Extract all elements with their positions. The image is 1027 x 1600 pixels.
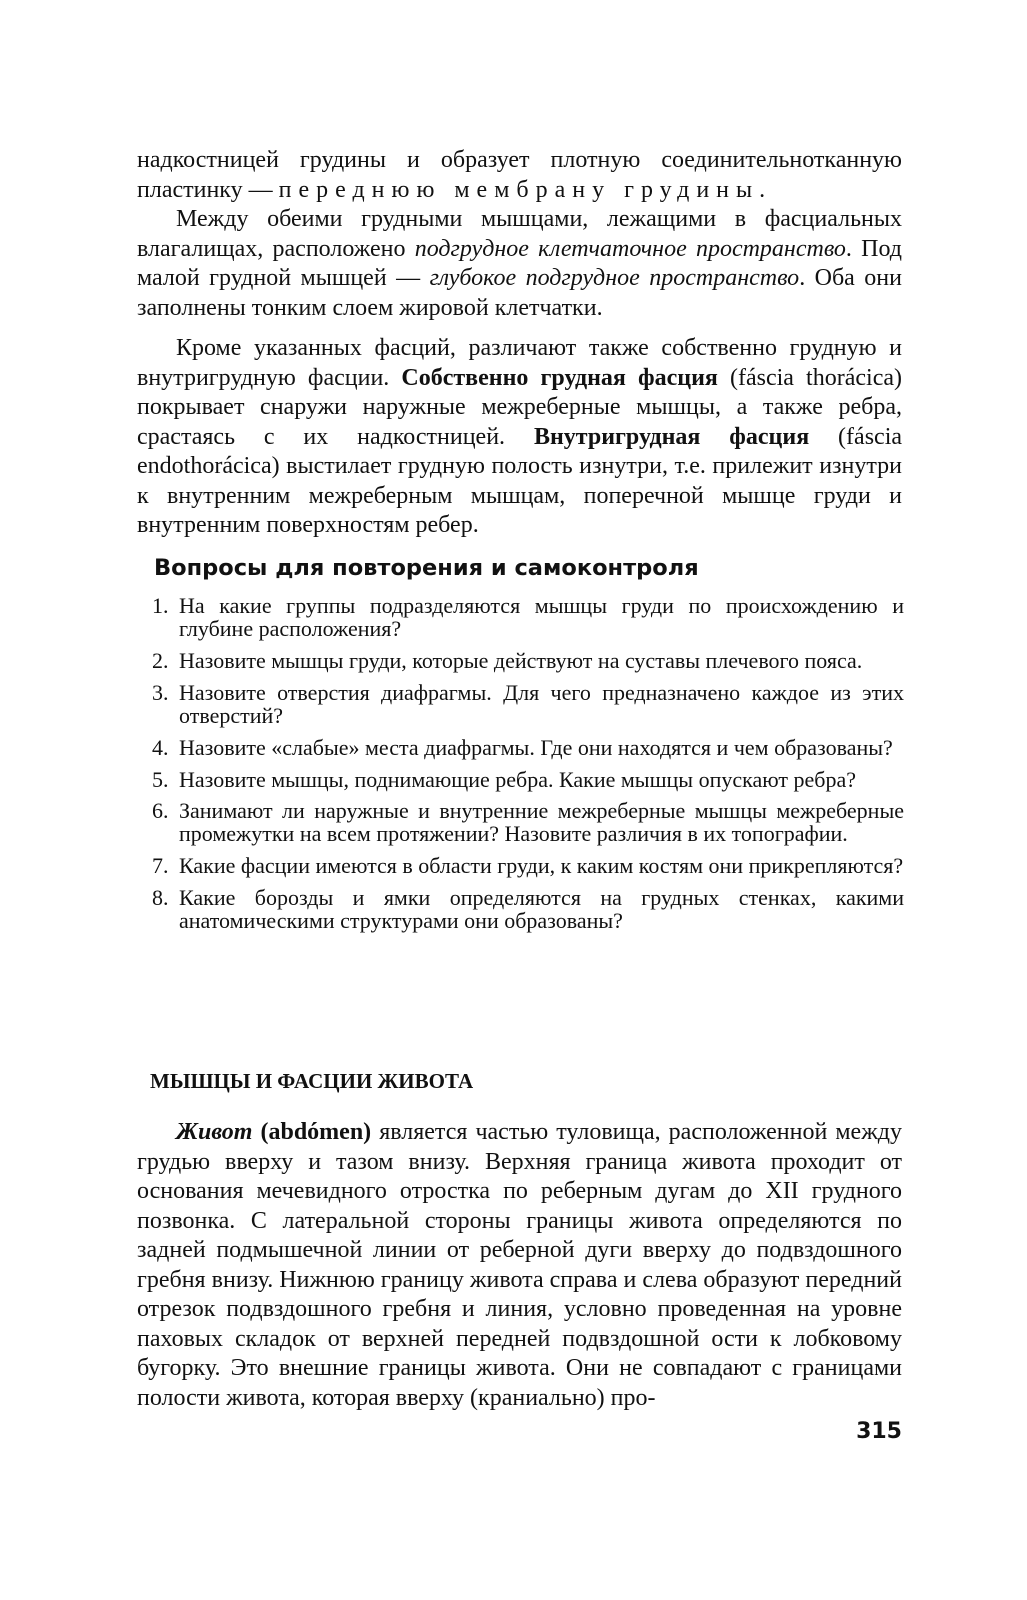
question-item <box>152 886 904 932</box>
spaced-term: переднюю мембрану грудины <box>278 176 760 203</box>
bold-term: Собственно грудная фасция <box>401 364 718 391</box>
question-text: Назовите мышцы, поднимающие ребра. Какие мышцы опускают ребра? <box>179 766 856 792</box>
question-number: 7. <box>152 853 169 879</box>
question-item <box>152 736 904 759</box>
question-number: 3. <box>152 679 169 705</box>
question-number: 8. <box>152 885 169 911</box>
italic-term: подгрудное клетчаточное пространство <box>414 235 846 262</box>
question-text: Назовите отверстия диафрагмы. Для чего предназначено каждое из этих отверстий? <box>179 679 904 728</box>
question-text: На какие группы подразделяются мышцы груди по происхождению и глубине расположения? <box>179 593 904 641</box>
question-text: Назовите «слабые» места диафрагмы. Где они находятся и чем образованы? <box>179 734 893 760</box>
bold-term: Внутригрудная фасция <box>533 423 810 450</box>
paragraph-text: . Оба они заполнены тонким слоем жировой клетчатки. <box>137 265 902 321</box>
question-item <box>152 681 904 727</box>
paragraph-thoracic-fasciae <box>137 334 902 541</box>
question-item <box>152 768 904 791</box>
paragraph-subpectoral-space <box>137 205 902 323</box>
question-number: 4. <box>152 734 169 760</box>
paragraph-text: Между обеими грудными мышцами, лежащими в фасциальных влагалищах, расположено <box>137 206 902 262</box>
page-number: 315 <box>856 1419 902 1444</box>
bold-italic-term: Живот <box>176 1119 253 1145</box>
question-text: Какие фасции имеются в области груди, к каким костям они прикрепляются? <box>179 853 904 879</box>
paragraph-text: (fáscia endothorácica) выстилает грудную полость изнутри, т.е. прилежит изнутри к внутренним межреберным мышцам, поперечной мышце груди и внутренним поверхностям ребер. <box>137 423 903 538</box>
paragraph-text: . <box>759 176 766 203</box>
paragraph-text: надкостницей грудины и образует плотную соединительнотканную пластинку — <box>137 147 902 203</box>
question-text: Занимают ли наружные и внутренние межреберные мышцы межреберные промежутки на всем протяжении? Назовите различия в их топографии. <box>179 798 904 847</box>
paragraph-text: (fáscia thorácica) покрывает снаружи наружные межреберные мышцы, а также ребра, срастаясь с их надкостницей. <box>137 364 902 450</box>
questions-heading: Вопросы для повторения и самоконтроля <box>154 555 699 581</box>
question-number: 6. <box>152 798 169 824</box>
questions-list <box>152 594 904 941</box>
question-text: Назовите мышцы груди, которые действуют на суставы плечевого пояса. <box>179 647 863 673</box>
paragraph-abdomen <box>137 1118 902 1413</box>
question-number: 2. <box>152 647 169 673</box>
question-item <box>152 854 904 877</box>
paragraph-sternal-membrane <box>137 146 902 205</box>
question-number: 5. <box>152 766 169 792</box>
section-heading: МЫШЦЫ И ФАСЦИИ ЖИВОТА <box>150 1069 474 1093</box>
question-item <box>152 594 904 640</box>
bold-latin-term: (abdómen) <box>252 1119 372 1145</box>
question-item <box>152 649 904 672</box>
italic-term: глубокое подгрудное пространство <box>429 265 800 291</box>
paragraph-text: Кроме указанных фасций, различают также собственно грудную и внутригрудную фасции. <box>137 335 902 391</box>
paragraph-text: . Под малой грудной мышцей — <box>137 235 902 291</box>
paragraph-text: является частью туловища, расположенной между грудью вверху и тазом внизу. Верхняя граница живота проходит от основания мечевидного отростка по реберным дугам до XII грудного позвонка. С латеральной стороны границы живота определяются по задней подмышечной линии от реберной дуги вверху до подвздошного гребня внизу. Нижнюю границу живота справа и слева образуют передний отрезок подвздошного гребня и линия, условно проведенная на уровне паховых складок от верхней передней подвздошной ости к лобковому бугорку. Это внешние границы живота. Они не совпадают с границами полости живота, которая вверху (краниально) про- <box>137 1119 902 1411</box>
question-text: Какие борозды и ямки определяются на грудных стенках, какими анатомическими структурами они образованы? <box>179 885 904 934</box>
question-item <box>152 799 904 845</box>
question-number: 1. <box>152 593 169 618</box>
